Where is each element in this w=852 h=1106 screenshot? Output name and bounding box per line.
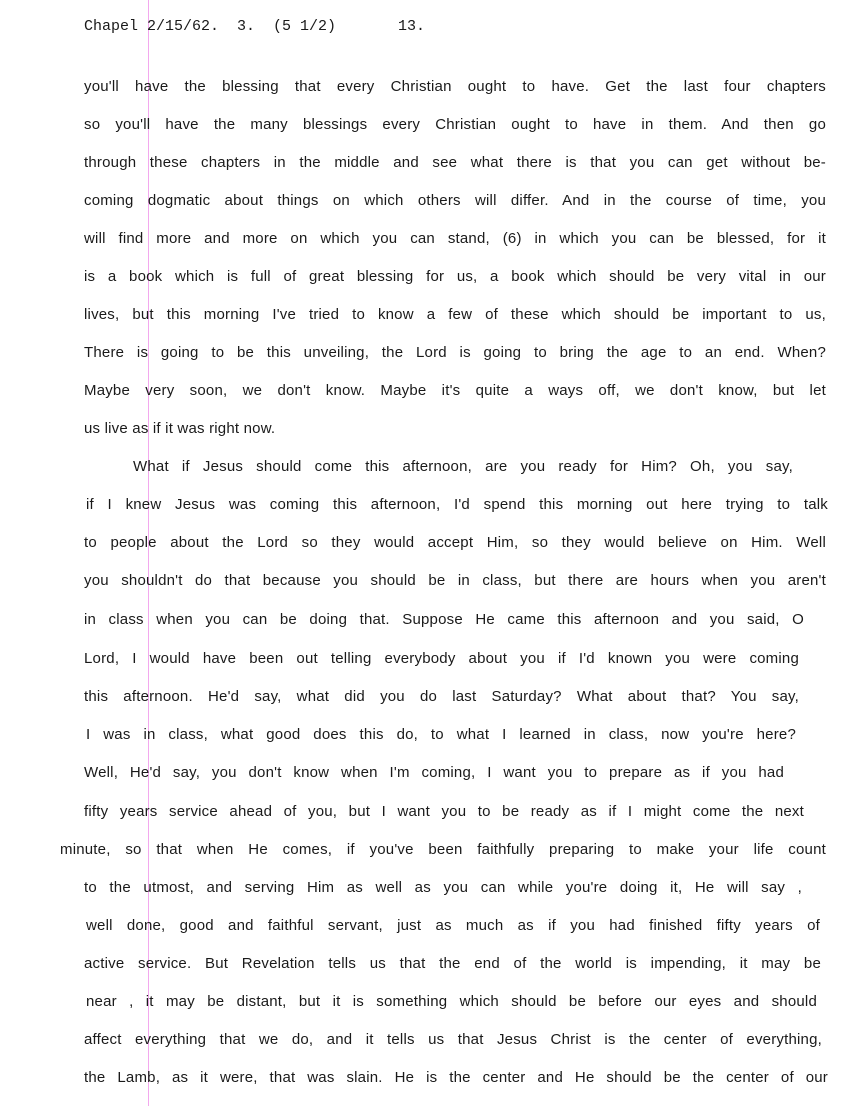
text-line: you shouldn't do that because you should be in class, but there are hours when you aren't bbox=[84, 572, 826, 589]
text-line: affect everything that we do, and it tells us that Jesus Christ is the center of everything, bbox=[84, 1031, 822, 1048]
text-line: Lord, I would have been out telling everybody about you if I'd known you were coming bbox=[84, 650, 799, 667]
text-line: this afternoon. He'd say, what did you do last Saturday? What about that? You say, bbox=[84, 688, 799, 705]
text-line: will find more and more on which you can stand, (6) in which you can be blessed, for it bbox=[84, 230, 826, 247]
text-line: near , it may be distant, but it is something which should be before our eyes and should bbox=[86, 993, 817, 1010]
text-line: is a book which is full of great blessing for us, a book which should be very vital in our bbox=[84, 268, 826, 285]
text-line: in class when you can be doing that. Suppose He came this afternoon and you said, O bbox=[84, 611, 804, 628]
text-line: I was in class, what good does this do, to what I learned in class, now you're here? bbox=[86, 726, 796, 743]
text-line: to people about the Lord so they would accept Him, so they would believe on Him. Well bbox=[84, 534, 826, 551]
text-line: you'll have the blessing that every Christian ought to have. Get the last four chapters bbox=[84, 78, 826, 95]
page-header: Chapel 2/15/62. 3. (5 1/2) bbox=[84, 18, 337, 35]
text-line: active service. But Revelation tells us that the end of the world is impending, it may be bbox=[84, 955, 821, 972]
text-line: minute, so that when He comes, if you've been faithfully preparing to make your life count bbox=[60, 841, 826, 858]
text-line: Maybe very soon, we don't know. Maybe it's quite a ways off, we don't know, but let bbox=[84, 382, 826, 399]
text-line: lives, but this morning I've tried to know a few of these which should be important to us, bbox=[84, 306, 826, 323]
text-line: What if Jesus should come this afternoon, are you ready for Him? Oh, you say, bbox=[133, 458, 793, 475]
text-line: There is going to be this unveiling, the Lord is going to bring the age to an end. When? bbox=[84, 344, 826, 361]
text-line: if I knew Jesus was coming this afternoon, I'd spend this morning out here trying to talk bbox=[86, 496, 828, 513]
page-number: 13. bbox=[398, 18, 426, 35]
text-line: well done, good and faithful servant, just as much as if you had finished fifty years of bbox=[86, 917, 820, 934]
text-line: to the utmost, and serving Him as well as you can while you're doing it, He will say , bbox=[84, 879, 802, 896]
text-line: the Lamb, as it were, that was slain. He is the center and He should be the center of our bbox=[84, 1069, 828, 1086]
text-line: coming dogmatic about things on which others will differ. And in the course of time, you bbox=[84, 192, 826, 209]
text-line: us live as if it was right now. bbox=[84, 420, 276, 437]
text-line: fifty years service ahead of you, but I want you to be ready as if I might come the next bbox=[84, 803, 804, 820]
text-line: so you'll have the many blessings every Christian ought to have in them. And then go bbox=[84, 116, 826, 133]
text-line: through these chapters in the middle and see what there is that you can get without be- bbox=[84, 154, 826, 171]
text-line: Well, He'd say, you don't know when I'm coming, I want you to prepare as if you had bbox=[84, 764, 784, 781]
